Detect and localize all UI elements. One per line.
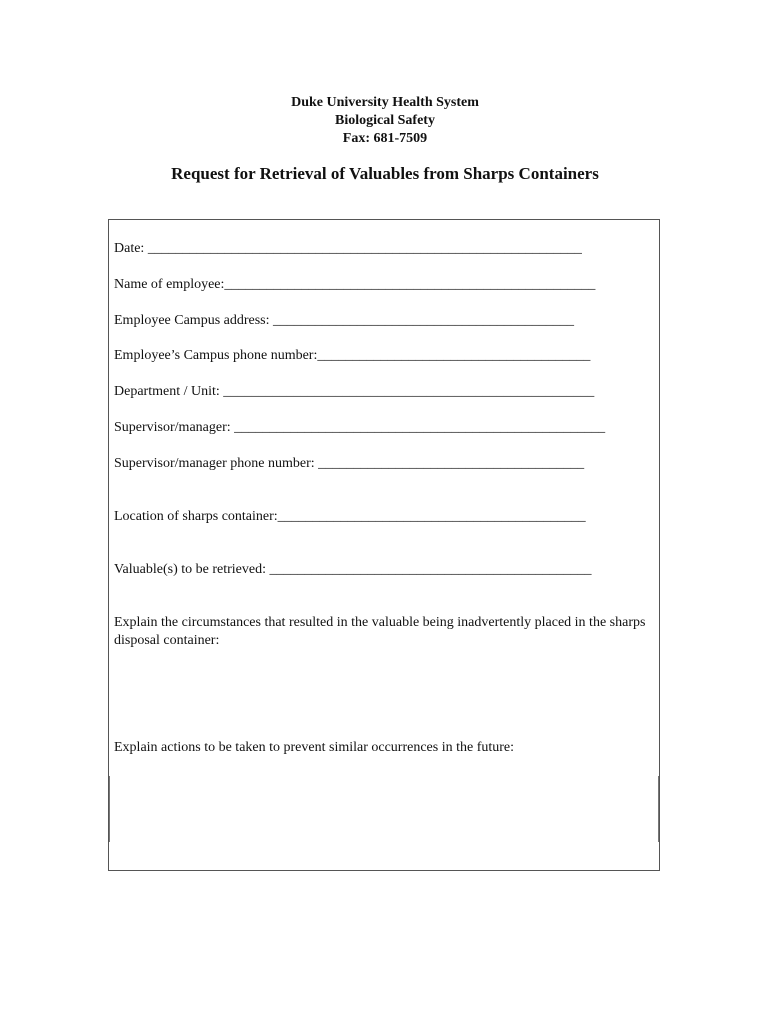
request-form (108, 219, 660, 871)
date-field[interactable]: Date: ______________________________________________________________ (114, 241, 582, 256)
department-name: Biological Safety (335, 113, 435, 128)
form-title: Request for Retrieval of Valuables from Sharps Containers (171, 164, 599, 183)
left-margin-mark (109, 776, 110, 842)
circumstances-prompt: Explain the circumstances that resulted in the valuable being inadvertently placed in the sharps disposal container: (114, 615, 646, 648)
campus-address-field[interactable]: Employee Campus address: ___________________________________________ (114, 313, 575, 328)
supervisor-phone-field[interactable]: Supervisor/manager phone number: ______________________________________ (114, 456, 585, 471)
right-margin-mark (658, 776, 659, 842)
sharps-location-field[interactable]: Location of sharps container:____________________________________________ (114, 509, 586, 524)
document-header (0, 94, 770, 148)
employee-name-field[interactable]: Name of employee:_____________________________________________________ (114, 277, 596, 292)
org-name: Duke University Health System (291, 95, 479, 110)
supervisor-field[interactable]: Supervisor/manager: _____________________________________________________ (114, 420, 606, 435)
valuables-field[interactable]: Valuable(s) to be retrieved: ______________________________________________ (114, 562, 592, 577)
department-field[interactable]: Department / Unit: _____________________________________________________ (114, 384, 595, 399)
fax-number: Fax: 681-7509 (342, 131, 428, 146)
campus-phone-field[interactable]: Employee’s Campus phone number:_______________________________________ (114, 348, 591, 363)
prevention-prompt: Explain actions to be taken to prevent similar occurrences in the future: (114, 740, 515, 755)
